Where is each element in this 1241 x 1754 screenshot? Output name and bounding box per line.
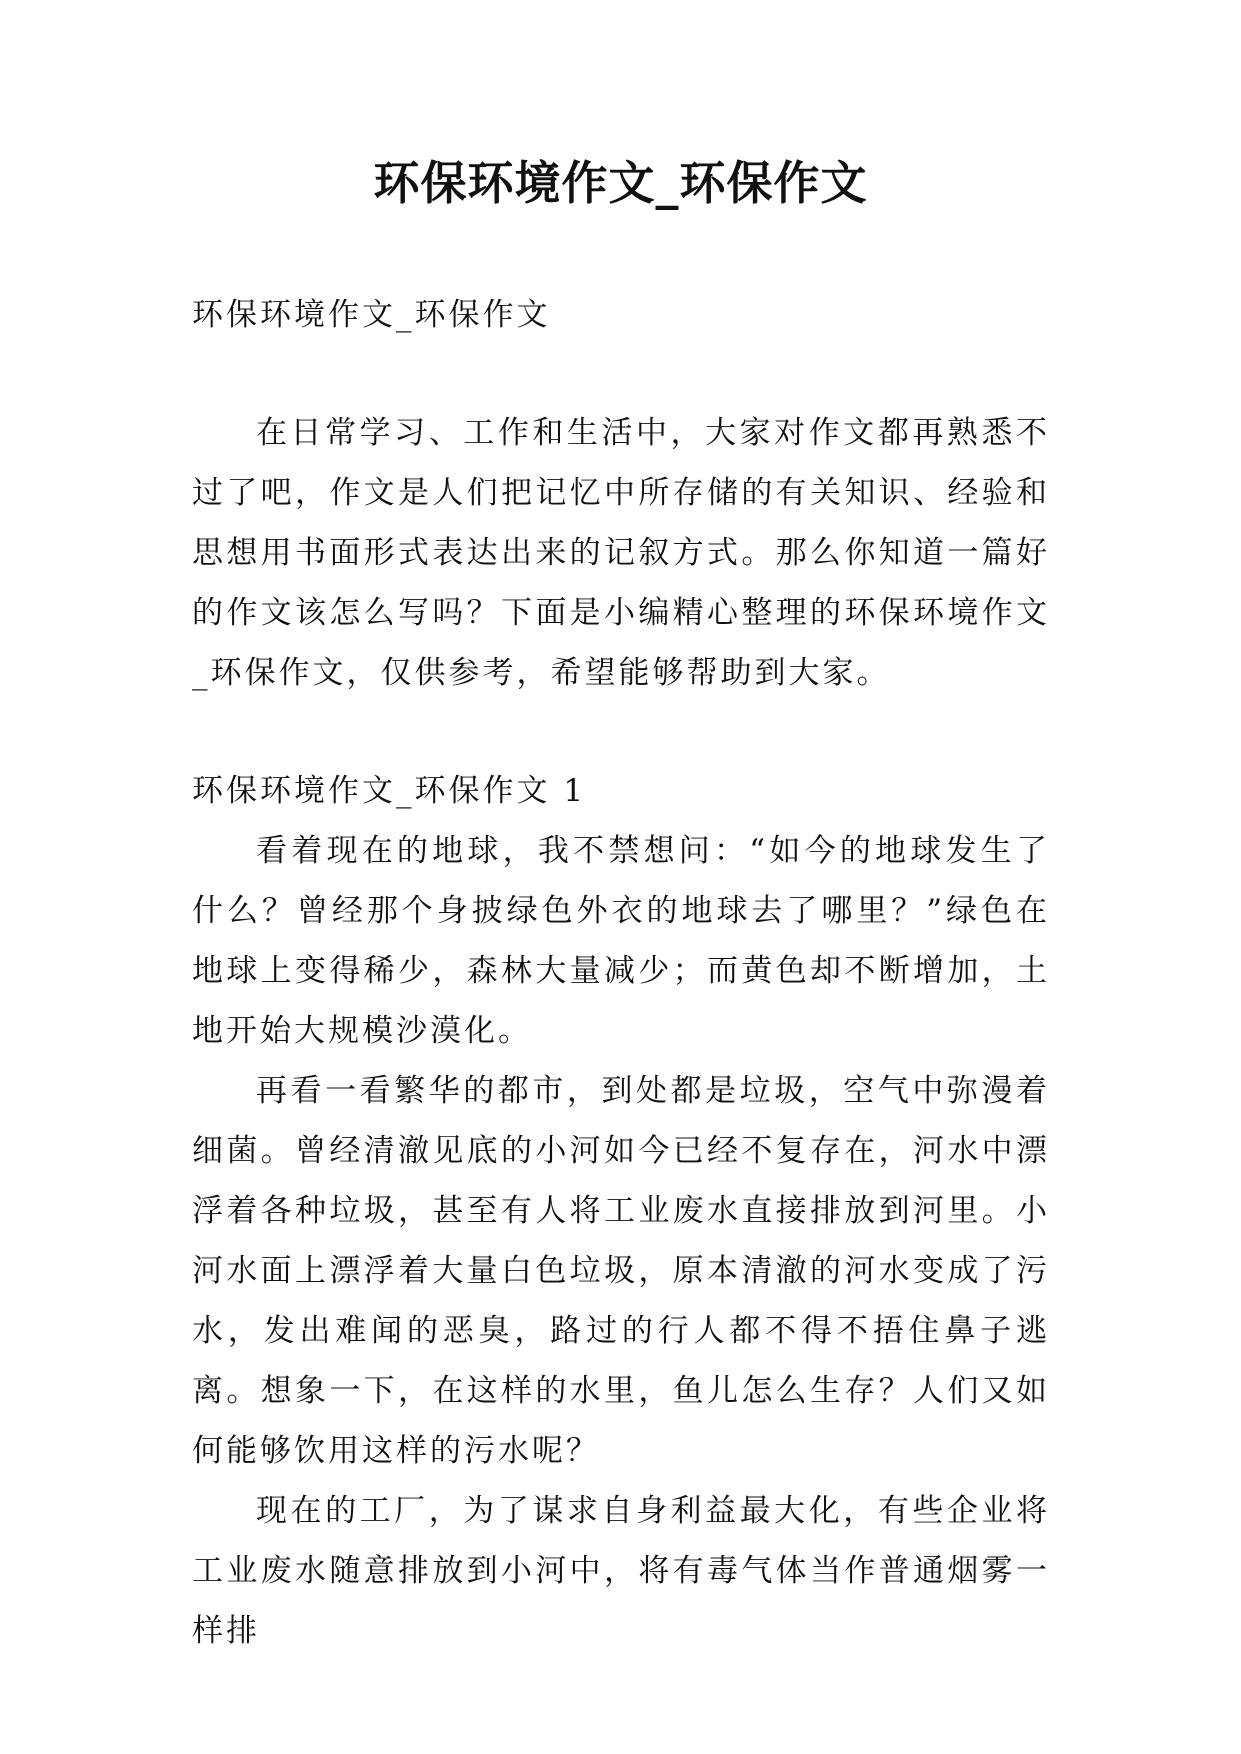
section-heading: 环保环境作文_环保作文 1 [192,773,587,809]
body-paragraph: 看着现在的地球，我不禁想问：“如今的地球发生了什么？曾经那个身披绿色外衣的地球去了哪里？”绿色在地球上变得稀少，森林大量减少；而黄色却不断增加，土地开始大规模沙漠化。 [192,833,1050,1049]
document-title: 环保环境作文_环保作文 [373,156,868,210]
body-paragraph: 再看一看繁华的都市，到处都是垃圾，空气中弥漫着细菌。曾经清澈见底的小河如今已经不复存在，河水中漂浮着各种垃圾，甚至有人将工业废水直接排放到河里。小河水面上漂浮着大量白色垃圾，原本清澈的河水变成了污水，发出难闻的恶臭，路过的行人都不得不捂住鼻子逃离。想象一下，在这样的水里，鱼儿怎么生存？人们又如何能够饮用这样的污水呢？ [192,1073,1050,1469]
document-body [192,285,1050,1661]
intro-paragraph: 在日常学习、工作和生活中，大家对作文都再熟悉不过了吧，作文是人们把记忆中所存储的有关知识、经验和思想用书面形式表达出来的记叙方式。那么你知道一篇好的作文该怎么写吗？下面是小编精心整理的环保环境作文_环保作文，仅供参考，希望能够帮助到大家。 [192,415,1050,691]
body-paragraph: 现在的工厂，为了谋求自身利益最大化，有些企业将工业废水随意排放到小河中，将有毒气体当作普通烟雾一样排 [192,1493,1050,1649]
document-subtitle: 环保环境作文_环保作文 [192,297,551,333]
